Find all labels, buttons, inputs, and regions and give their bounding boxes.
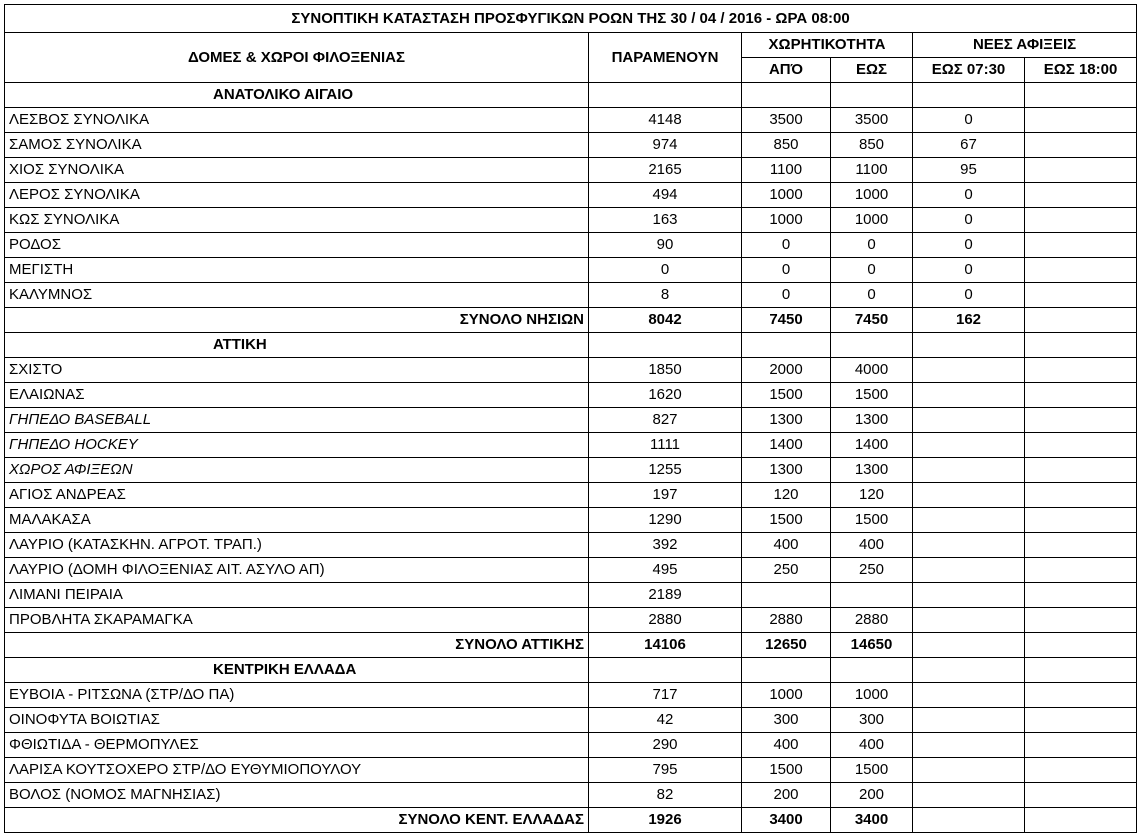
arrivals-0730-cell [913, 558, 1025, 583]
capacity-from-cell: 1300 [742, 458, 831, 483]
status-table-body [5, 5, 1137, 833]
capacity-from-cell: 200 [742, 783, 831, 808]
empty-cell [831, 83, 913, 108]
empty-cell [589, 658, 742, 683]
arrivals-1800-cell [1025, 158, 1137, 183]
arrivals-0730-cell [913, 733, 1025, 758]
structure-name: ΒΟΛΟΣ (ΝΟΜΟΣ ΜΑΓΝΗΣΙΑΣ) [5, 783, 589, 808]
arrivals-1800-cell [1025, 408, 1137, 433]
structure-name: ΛΙΜΑΝΙ ΠΕΙΡΑΙΑ [5, 583, 589, 608]
capacity-from-cell: 1500 [742, 508, 831, 533]
remaining-cell: 90 [589, 233, 742, 258]
structure-name: ΣΧΙΣΤΟ [5, 358, 589, 383]
capacity-to-cell: 400 [831, 533, 913, 558]
total-remaining-cell: 14106 [589, 633, 742, 658]
arrivals-0730-cell: 0 [913, 258, 1025, 283]
table-row [5, 558, 1137, 583]
arrivals-1800-cell [1025, 558, 1137, 583]
remaining-cell: 42 [589, 708, 742, 733]
structure-name: ΦΘΙΩΤΙΔΑ - ΘΕΡΜΟΠΥΛΕΣ [5, 733, 589, 758]
header-capacity-to: ΕΩΣ [831, 58, 913, 83]
table-row [5, 733, 1137, 758]
total-label: ΣΥΝΟΛΟ ΑΤΤΙΚΗΣ [5, 633, 589, 658]
total-capacity-to-cell: 14650 [831, 633, 913, 658]
empty-cell [831, 333, 913, 358]
remaining-cell: 974 [589, 133, 742, 158]
arrivals-1800-cell [1025, 108, 1137, 133]
arrivals-0730-cell [913, 433, 1025, 458]
table-row [5, 483, 1137, 508]
header-capacity: ΧΩΡΗΤΙΚΟΤΗΤΑ [742, 33, 913, 58]
arrivals-0730-cell [913, 483, 1025, 508]
total-arrivals-1800-cell [1025, 808, 1137, 833]
empty-cell [589, 83, 742, 108]
arrivals-0730-cell [913, 358, 1025, 383]
structure-name: ΟΙΝΟΦΥΤΑ ΒΟΙΩΤΙΑΣ [5, 708, 589, 733]
arrivals-1800-cell [1025, 508, 1137, 533]
arrivals-1800-cell [1025, 133, 1137, 158]
arrivals-0730-cell [913, 758, 1025, 783]
remaining-cell: 827 [589, 408, 742, 433]
capacity-to-cell: 1500 [831, 758, 913, 783]
total-row [5, 808, 1137, 833]
structure-name: ΛΕΣΒΟΣ ΣΥΝΟΛΙΚΑ [5, 108, 589, 133]
remaining-cell: 717 [589, 683, 742, 708]
arrivals-1800-cell [1025, 458, 1137, 483]
table-row [5, 358, 1137, 383]
structure-name: ΠΡΟΒΛΗΤΑ ΣΚΑΡΑΜΑΓΚΑ [5, 608, 589, 633]
table-row [5, 183, 1137, 208]
arrivals-0730-cell [913, 708, 1025, 733]
arrivals-1800-cell [1025, 433, 1137, 458]
arrivals-1800-cell [1025, 583, 1137, 608]
remaining-cell: 163 [589, 208, 742, 233]
arrivals-1800-cell [1025, 383, 1137, 408]
table-row [5, 108, 1137, 133]
structure-name: ΕΥΒΟΙΑ - ΡΙΤΣΩΝΑ (ΣΤΡ/ΔΟ ΠΑ) [5, 683, 589, 708]
structure-name: ΓΗΠΕΔΟ HOCKEY [5, 433, 589, 458]
capacity-to-cell: 250 [831, 558, 913, 583]
remaining-cell: 2165 [589, 158, 742, 183]
title-row [5, 5, 1137, 33]
table-row [5, 133, 1137, 158]
capacity-to-cell: 0 [831, 283, 913, 308]
arrivals-0730-cell [913, 383, 1025, 408]
header-structures: ΔΟΜΕΣ & ΧΩΡΟΙ ΦΙΛΟΞΕΝΙΑΣ [5, 33, 589, 83]
structure-name: ΛΑΡΙΣΑ ΚΟΥΤΣΟΧΕΡΟ ΣΤΡ/ΔΟ ΕΥΘΥΜΙΟΠΟΥΛΟΥ [5, 758, 589, 783]
table-row [5, 208, 1137, 233]
arrivals-1800-cell [1025, 708, 1137, 733]
arrivals-1800-cell [1025, 258, 1137, 283]
sheet-title: ΣΥΝΟΠΤΙΚΗ ΚΑΤΑΣΤΑΣΗ ΠΡΟΣΦΥΓΙΚΩΝ ΡΟΩΝ ΤΗΣ 30 / 04 / 2016 - ΩΡΑ 08:00 [5, 5, 1137, 33]
remaining-cell: 1850 [589, 358, 742, 383]
remaining-cell: 494 [589, 183, 742, 208]
arrivals-1800-cell [1025, 358, 1137, 383]
table-row [5, 533, 1137, 558]
capacity-to-cell: 1500 [831, 508, 913, 533]
header-capacity-from: ΑΠΌ [742, 58, 831, 83]
remaining-cell: 2880 [589, 608, 742, 633]
refugee-flow-sheet [4, 4, 1136, 833]
structure-name: ΧΩΡΟΣ ΑΦΙΞΕΩΝ [5, 458, 589, 483]
remaining-cell: 4148 [589, 108, 742, 133]
empty-cell [831, 658, 913, 683]
capacity-from-cell: 400 [742, 533, 831, 558]
capacity-from-cell: 250 [742, 558, 831, 583]
arrivals-0730-cell [913, 608, 1025, 633]
total-row [5, 633, 1137, 658]
empty-cell [913, 658, 1025, 683]
structure-name: ΜΑΛΑΚΑΣΑ [5, 508, 589, 533]
arrivals-0730-cell [913, 533, 1025, 558]
table-row [5, 383, 1137, 408]
remaining-cell: 1111 [589, 433, 742, 458]
arrivals-1800-cell [1025, 283, 1137, 308]
total-arrivals-0730-cell [913, 633, 1025, 658]
capacity-from-cell: 300 [742, 708, 831, 733]
total-arrivals-0730-cell: 162 [913, 308, 1025, 333]
table-row [5, 408, 1137, 433]
arrivals-0730-cell [913, 583, 1025, 608]
total-remaining-cell: 8042 [589, 308, 742, 333]
header-row-1 [5, 33, 1137, 58]
arrivals-0730-cell: 0 [913, 283, 1025, 308]
empty-cell [1025, 83, 1137, 108]
capacity-to-cell: 1000 [831, 683, 913, 708]
capacity-from-cell: 1500 [742, 758, 831, 783]
capacity-to-cell: 3500 [831, 108, 913, 133]
table-row [5, 283, 1137, 308]
arrivals-0730-cell [913, 408, 1025, 433]
arrivals-1800-cell [1025, 733, 1137, 758]
capacity-from-cell: 1300 [742, 408, 831, 433]
remaining-cell: 1290 [589, 508, 742, 533]
region-row [5, 333, 1137, 358]
capacity-from-cell: 1100 [742, 158, 831, 183]
structure-name: ΑΓΙΟΣ ΑΝΔΡΕΑΣ [5, 483, 589, 508]
empty-cell [589, 333, 742, 358]
empty-cell [742, 83, 831, 108]
remaining-cell: 495 [589, 558, 742, 583]
empty-cell [1025, 333, 1137, 358]
structure-name: ΚΑΛΥΜΝΟΣ [5, 283, 589, 308]
capacity-from-cell [742, 583, 831, 608]
capacity-from-cell: 1000 [742, 183, 831, 208]
empty-cell [913, 83, 1025, 108]
header-remaining: ΠΑΡΑΜΕΝΟΥΝ [589, 33, 742, 83]
structure-name: ΓΗΠΕΔΟ BASEBALL [5, 408, 589, 433]
structure-name: ΜΕΓΙΣΤΗ [5, 258, 589, 283]
empty-cell [913, 333, 1025, 358]
total-arrivals-1800-cell [1025, 308, 1137, 333]
capacity-to-cell: 1300 [831, 458, 913, 483]
capacity-to-cell: 2880 [831, 608, 913, 633]
region-title: ΚΕΝΤΡΙΚΗ ΕΛΛΑΔΑ [5, 658, 589, 683]
total-label: ΣΥΝΟΛΟ ΝΗΣΙΩΝ [5, 308, 589, 333]
capacity-from-cell: 850 [742, 133, 831, 158]
capacity-from-cell: 1500 [742, 383, 831, 408]
arrivals-1800-cell [1025, 758, 1137, 783]
arrivals-1800-cell [1025, 208, 1137, 233]
arrivals-1800-cell [1025, 683, 1137, 708]
capacity-to-cell [831, 583, 913, 608]
total-capacity-to-cell: 3400 [831, 808, 913, 833]
capacity-from-cell: 1000 [742, 683, 831, 708]
arrivals-1800-cell [1025, 183, 1137, 208]
table-row [5, 258, 1137, 283]
capacity-from-cell: 3500 [742, 108, 831, 133]
structure-name: ΛΑΥΡΙΟ (ΔΟΜΗ ΦΙΛΟΞΕΝΙΑΣ ΑΙΤ. ΑΣΥΛΟ ΑΠ) [5, 558, 589, 583]
arrivals-0730-cell: 0 [913, 108, 1025, 133]
remaining-cell: 197 [589, 483, 742, 508]
header-arrivals-until-0730: ΕΩΣ 07:30 [913, 58, 1025, 83]
capacity-to-cell: 0 [831, 233, 913, 258]
region-row [5, 83, 1137, 108]
empty-cell [742, 658, 831, 683]
remaining-cell: 1255 [589, 458, 742, 483]
structure-name: ΛΕΡΟΣ ΣΥΝΟΛΙΚΑ [5, 183, 589, 208]
capacity-to-cell: 850 [831, 133, 913, 158]
total-arrivals-1800-cell [1025, 633, 1137, 658]
table-row [5, 233, 1137, 258]
capacity-from-cell: 400 [742, 733, 831, 758]
capacity-from-cell: 2880 [742, 608, 831, 633]
arrivals-1800-cell [1025, 533, 1137, 558]
total-arrivals-0730-cell [913, 808, 1025, 833]
remaining-cell: 392 [589, 533, 742, 558]
table-row [5, 608, 1137, 633]
capacity-to-cell: 1300 [831, 408, 913, 433]
arrivals-1800-cell [1025, 608, 1137, 633]
table-row [5, 508, 1137, 533]
total-capacity-from-cell: 12650 [742, 633, 831, 658]
capacity-to-cell: 1000 [831, 208, 913, 233]
arrivals-0730-cell: 0 [913, 208, 1025, 233]
structure-name: ΕΛΑΙΩΝΑΣ [5, 383, 589, 408]
remaining-cell: 290 [589, 733, 742, 758]
arrivals-0730-cell: 0 [913, 183, 1025, 208]
remaining-cell: 82 [589, 783, 742, 808]
capacity-from-cell: 1000 [742, 208, 831, 233]
table-row [5, 433, 1137, 458]
capacity-from-cell: 2000 [742, 358, 831, 383]
remaining-cell: 795 [589, 758, 742, 783]
capacity-to-cell: 400 [831, 733, 913, 758]
arrivals-0730-cell [913, 508, 1025, 533]
arrivals-1800-cell [1025, 783, 1137, 808]
capacity-from-cell: 120 [742, 483, 831, 508]
remaining-cell: 1620 [589, 383, 742, 408]
empty-cell [742, 333, 831, 358]
capacity-to-cell: 200 [831, 783, 913, 808]
total-label: ΣΥΝΟΛΟ ΚΕΝΤ. ΕΛΛΑΔΑΣ [5, 808, 589, 833]
capacity-from-cell: 0 [742, 258, 831, 283]
status-table [4, 4, 1137, 833]
empty-cell [1025, 658, 1137, 683]
total-capacity-from-cell: 7450 [742, 308, 831, 333]
table-row [5, 458, 1137, 483]
total-remaining-cell: 1926 [589, 808, 742, 833]
arrivals-0730-cell: 95 [913, 158, 1025, 183]
table-row [5, 708, 1137, 733]
capacity-to-cell: 300 [831, 708, 913, 733]
total-capacity-to-cell: 7450 [831, 308, 913, 333]
capacity-from-cell: 1400 [742, 433, 831, 458]
region-row [5, 658, 1137, 683]
capacity-to-cell: 1100 [831, 158, 913, 183]
table-row [5, 783, 1137, 808]
arrivals-1800-cell [1025, 233, 1137, 258]
arrivals-0730-cell [913, 458, 1025, 483]
table-row [5, 583, 1137, 608]
structure-name: ΧΙΟΣ ΣΥΝΟΛΙΚΑ [5, 158, 589, 183]
capacity-to-cell: 120 [831, 483, 913, 508]
capacity-to-cell: 4000 [831, 358, 913, 383]
total-capacity-from-cell: 3400 [742, 808, 831, 833]
capacity-from-cell: 0 [742, 233, 831, 258]
structure-name: ΛΑΥΡΙΟ (ΚΑΤΑΣΚΗΝ. ΑΓΡΟΤ. ΤΡΑΠ.) [5, 533, 589, 558]
capacity-to-cell: 1400 [831, 433, 913, 458]
header-arrivals-until-1800: ΕΩΣ 18:00 [1025, 58, 1137, 83]
region-title: ΑΤΤΙΚΗ [5, 333, 589, 358]
capacity-to-cell: 0 [831, 258, 913, 283]
remaining-cell: 0 [589, 258, 742, 283]
capacity-to-cell: 1500 [831, 383, 913, 408]
structure-name: ΚΩΣ ΣΥΝΟΛΙΚΑ [5, 208, 589, 233]
table-row [5, 683, 1137, 708]
structure-name: ΡΟΔΟΣ [5, 233, 589, 258]
header-new-arrivals: ΝΕΕΣ ΑΦΙΞΕΙΣ [913, 33, 1137, 58]
remaining-cell: 8 [589, 283, 742, 308]
total-row [5, 308, 1137, 333]
capacity-from-cell: 0 [742, 283, 831, 308]
arrivals-0730-cell [913, 783, 1025, 808]
table-row [5, 758, 1137, 783]
table-row [5, 158, 1137, 183]
arrivals-1800-cell [1025, 483, 1137, 508]
structure-name: ΣΑΜΟΣ ΣΥΝΟΛΙΚΑ [5, 133, 589, 158]
remaining-cell: 2189 [589, 583, 742, 608]
region-title: ΑΝΑΤΟΛΙΚΟ ΑΙΓΑΙΟ [5, 83, 589, 108]
arrivals-0730-cell: 0 [913, 233, 1025, 258]
arrivals-0730-cell: 67 [913, 133, 1025, 158]
arrivals-0730-cell [913, 683, 1025, 708]
capacity-to-cell: 1000 [831, 183, 913, 208]
